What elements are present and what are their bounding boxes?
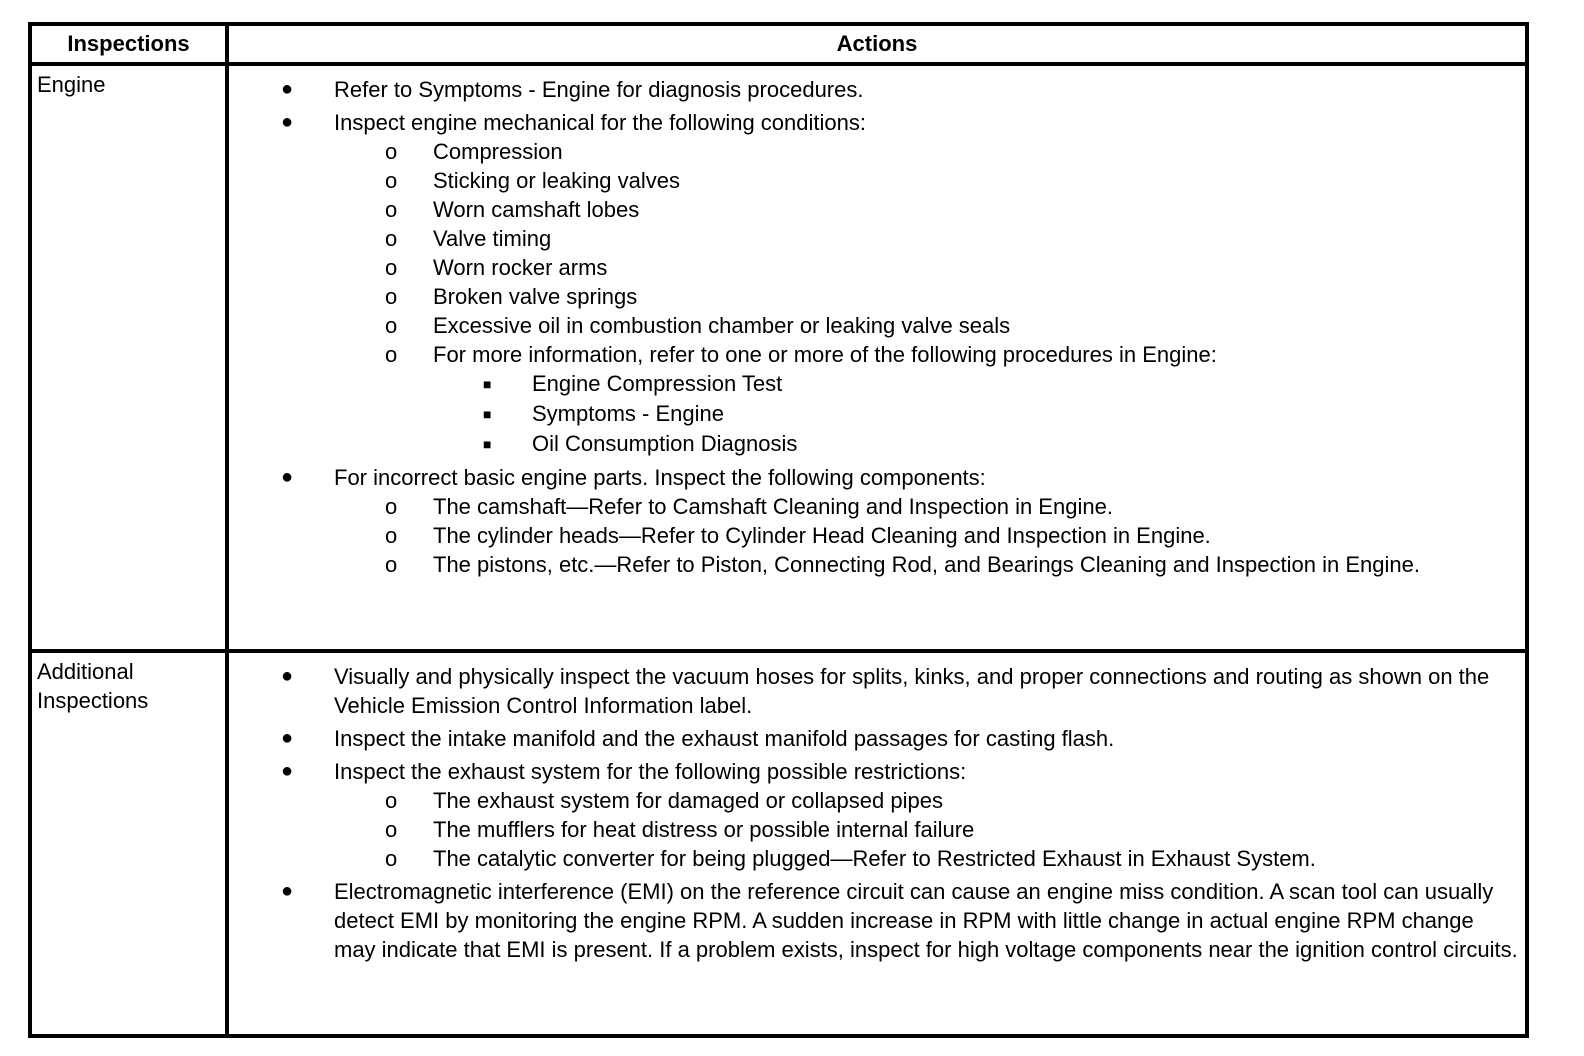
header-row	[30, 24, 1527, 64]
square-bullet-icon: ■	[483, 436, 492, 452]
sub-item	[229, 224, 1521, 253]
sub-sub-text: Symptoms - Engine	[532, 401, 724, 426]
circle-bullet-icon: o	[385, 523, 398, 548]
sub-sub-text: Oil Consumption Diagnosis	[532, 431, 798, 456]
sub-item	[229, 521, 1521, 550]
sub-list	[229, 786, 1521, 873]
circle-bullet-icon: o	[385, 846, 398, 871]
table-row-additional-inspections	[30, 651, 1527, 1036]
sub-text: Broken valve springs	[433, 284, 638, 309]
sub-list	[229, 137, 1521, 459]
circle-bullet-icon: o	[385, 494, 398, 519]
inspection-cell: Engine	[30, 64, 227, 651]
actions-cell	[227, 651, 1527, 1036]
action-text: Visually and physically inspect the vacuum hoses for splits, kinks, and proper connections and routing as shown on the Vehicle Emission Control Information label.	[334, 664, 1490, 718]
sub-text: Valve timing	[433, 226, 552, 251]
sub-text: The catalytic converter for being plugged—Refer to Restricted Exhaust in Exhaust System.	[433, 846, 1316, 871]
action-item	[229, 877, 1525, 964]
sub-item	[229, 253, 1521, 282]
actions-cell	[227, 64, 1527, 651]
inspection-cell: Additional Inspections	[30, 651, 227, 1036]
header-actions: Actions	[227, 24, 1527, 64]
action-item	[229, 463, 1525, 579]
sub-sub-item	[229, 429, 1521, 459]
sub-sub-item	[229, 399, 1521, 429]
sub-list	[229, 492, 1521, 579]
circle-bullet-icon: o	[385, 284, 398, 309]
actions-list	[229, 662, 1525, 964]
bullet-icon: ●	[281, 727, 294, 749]
circle-bullet-icon: o	[385, 342, 398, 367]
action-text: Inspect engine mechanical for the following conditions:	[334, 110, 866, 135]
sub-item	[229, 195, 1521, 224]
circle-bullet-icon: o	[385, 255, 398, 280]
circle-bullet-icon: o	[385, 197, 398, 222]
bullet-icon: ●	[281, 78, 294, 100]
bullet-icon: ●	[281, 111, 294, 133]
inspection-table	[28, 22, 1529, 1038]
circle-bullet-icon: o	[385, 226, 398, 251]
circle-bullet-icon: o	[385, 168, 398, 193]
sub-sub-list	[229, 369, 1521, 459]
action-text: Inspect the intake manifold and the exhaust manifold passages for casting flash.	[334, 726, 1115, 751]
sub-text: Worn rocker arms	[433, 255, 608, 280]
sub-text: The pistons, etc.—Refer to Piston, Connecting Rod, and Bearings Cleaning and Inspection in Engine.	[433, 552, 1420, 577]
sub-item	[229, 550, 1521, 579]
sub-item	[229, 282, 1521, 311]
sub-sub-item	[229, 369, 1521, 399]
circle-bullet-icon: o	[385, 788, 398, 813]
sub-item	[229, 844, 1521, 873]
sub-text: The mufflers for heat distress or possible internal failure	[433, 817, 975, 842]
sub-item	[229, 137, 1521, 166]
table-row-engine	[30, 64, 1527, 651]
action-item	[229, 662, 1525, 720]
sub-item	[229, 311, 1521, 340]
sub-text: Excessive oil in combustion chamber or leaking valve seals	[433, 313, 1011, 338]
sub-item	[229, 815, 1521, 844]
bullet-icon: ●	[281, 880, 294, 902]
sub-sub-text: Engine Compression Test	[532, 371, 783, 396]
sub-text: For more information, refer to one or more of the following procedures in Engine:	[433, 342, 1217, 367]
action-item	[229, 75, 1525, 104]
action-text: Electromagnetic interference (EMI) on the reference circuit can cause an engine miss condition. A scan tool can usually detect EMI by monitoring the engine RPM. A sudden increase in RPM with little change in actual engine RPM change may indicate that EMI is present. If a problem exists, inspect for high voltage components near the ignition control circuits.	[334, 879, 1518, 962]
sub-item	[229, 492, 1521, 521]
sub-item	[229, 166, 1521, 195]
circle-bullet-icon: o	[385, 139, 398, 164]
sub-text: The cylinder heads—Refer to Cylinder Head Cleaning and Inspection in Engine.	[433, 523, 1211, 548]
sub-text: Worn camshaft lobes	[433, 197, 640, 222]
action-item	[229, 757, 1525, 873]
action-text: Refer to Symptoms - Engine for diagnosis procedures.	[334, 77, 864, 102]
bullet-icon: ●	[281, 665, 294, 687]
action-text: For incorrect basic engine parts. Inspect the following components:	[334, 465, 986, 490]
bullet-icon: ●	[281, 760, 294, 782]
action-item	[229, 108, 1525, 459]
circle-bullet-icon: o	[385, 817, 398, 842]
sub-item	[229, 786, 1521, 815]
circle-bullet-icon: o	[385, 552, 398, 577]
sub-text: The exhaust system for damaged or collapsed pipes	[433, 788, 943, 813]
action-text: Inspect the exhaust system for the following possible restrictions:	[334, 759, 967, 784]
sub-text: The camshaft—Refer to Camshaft Cleaning and Inspection in Engine.	[433, 494, 1113, 519]
circle-bullet-icon: o	[385, 313, 398, 338]
square-bullet-icon: ■	[483, 376, 492, 392]
sub-item	[229, 340, 1521, 459]
sub-text: Compression	[433, 139, 563, 164]
action-item	[229, 724, 1525, 753]
sub-text: Sticking or leaking valves	[433, 168, 681, 193]
square-bullet-icon: ■	[483, 406, 492, 422]
header-inspections: Inspections	[30, 24, 227, 64]
actions-list	[229, 75, 1525, 579]
bullet-icon: ●	[281, 466, 294, 488]
